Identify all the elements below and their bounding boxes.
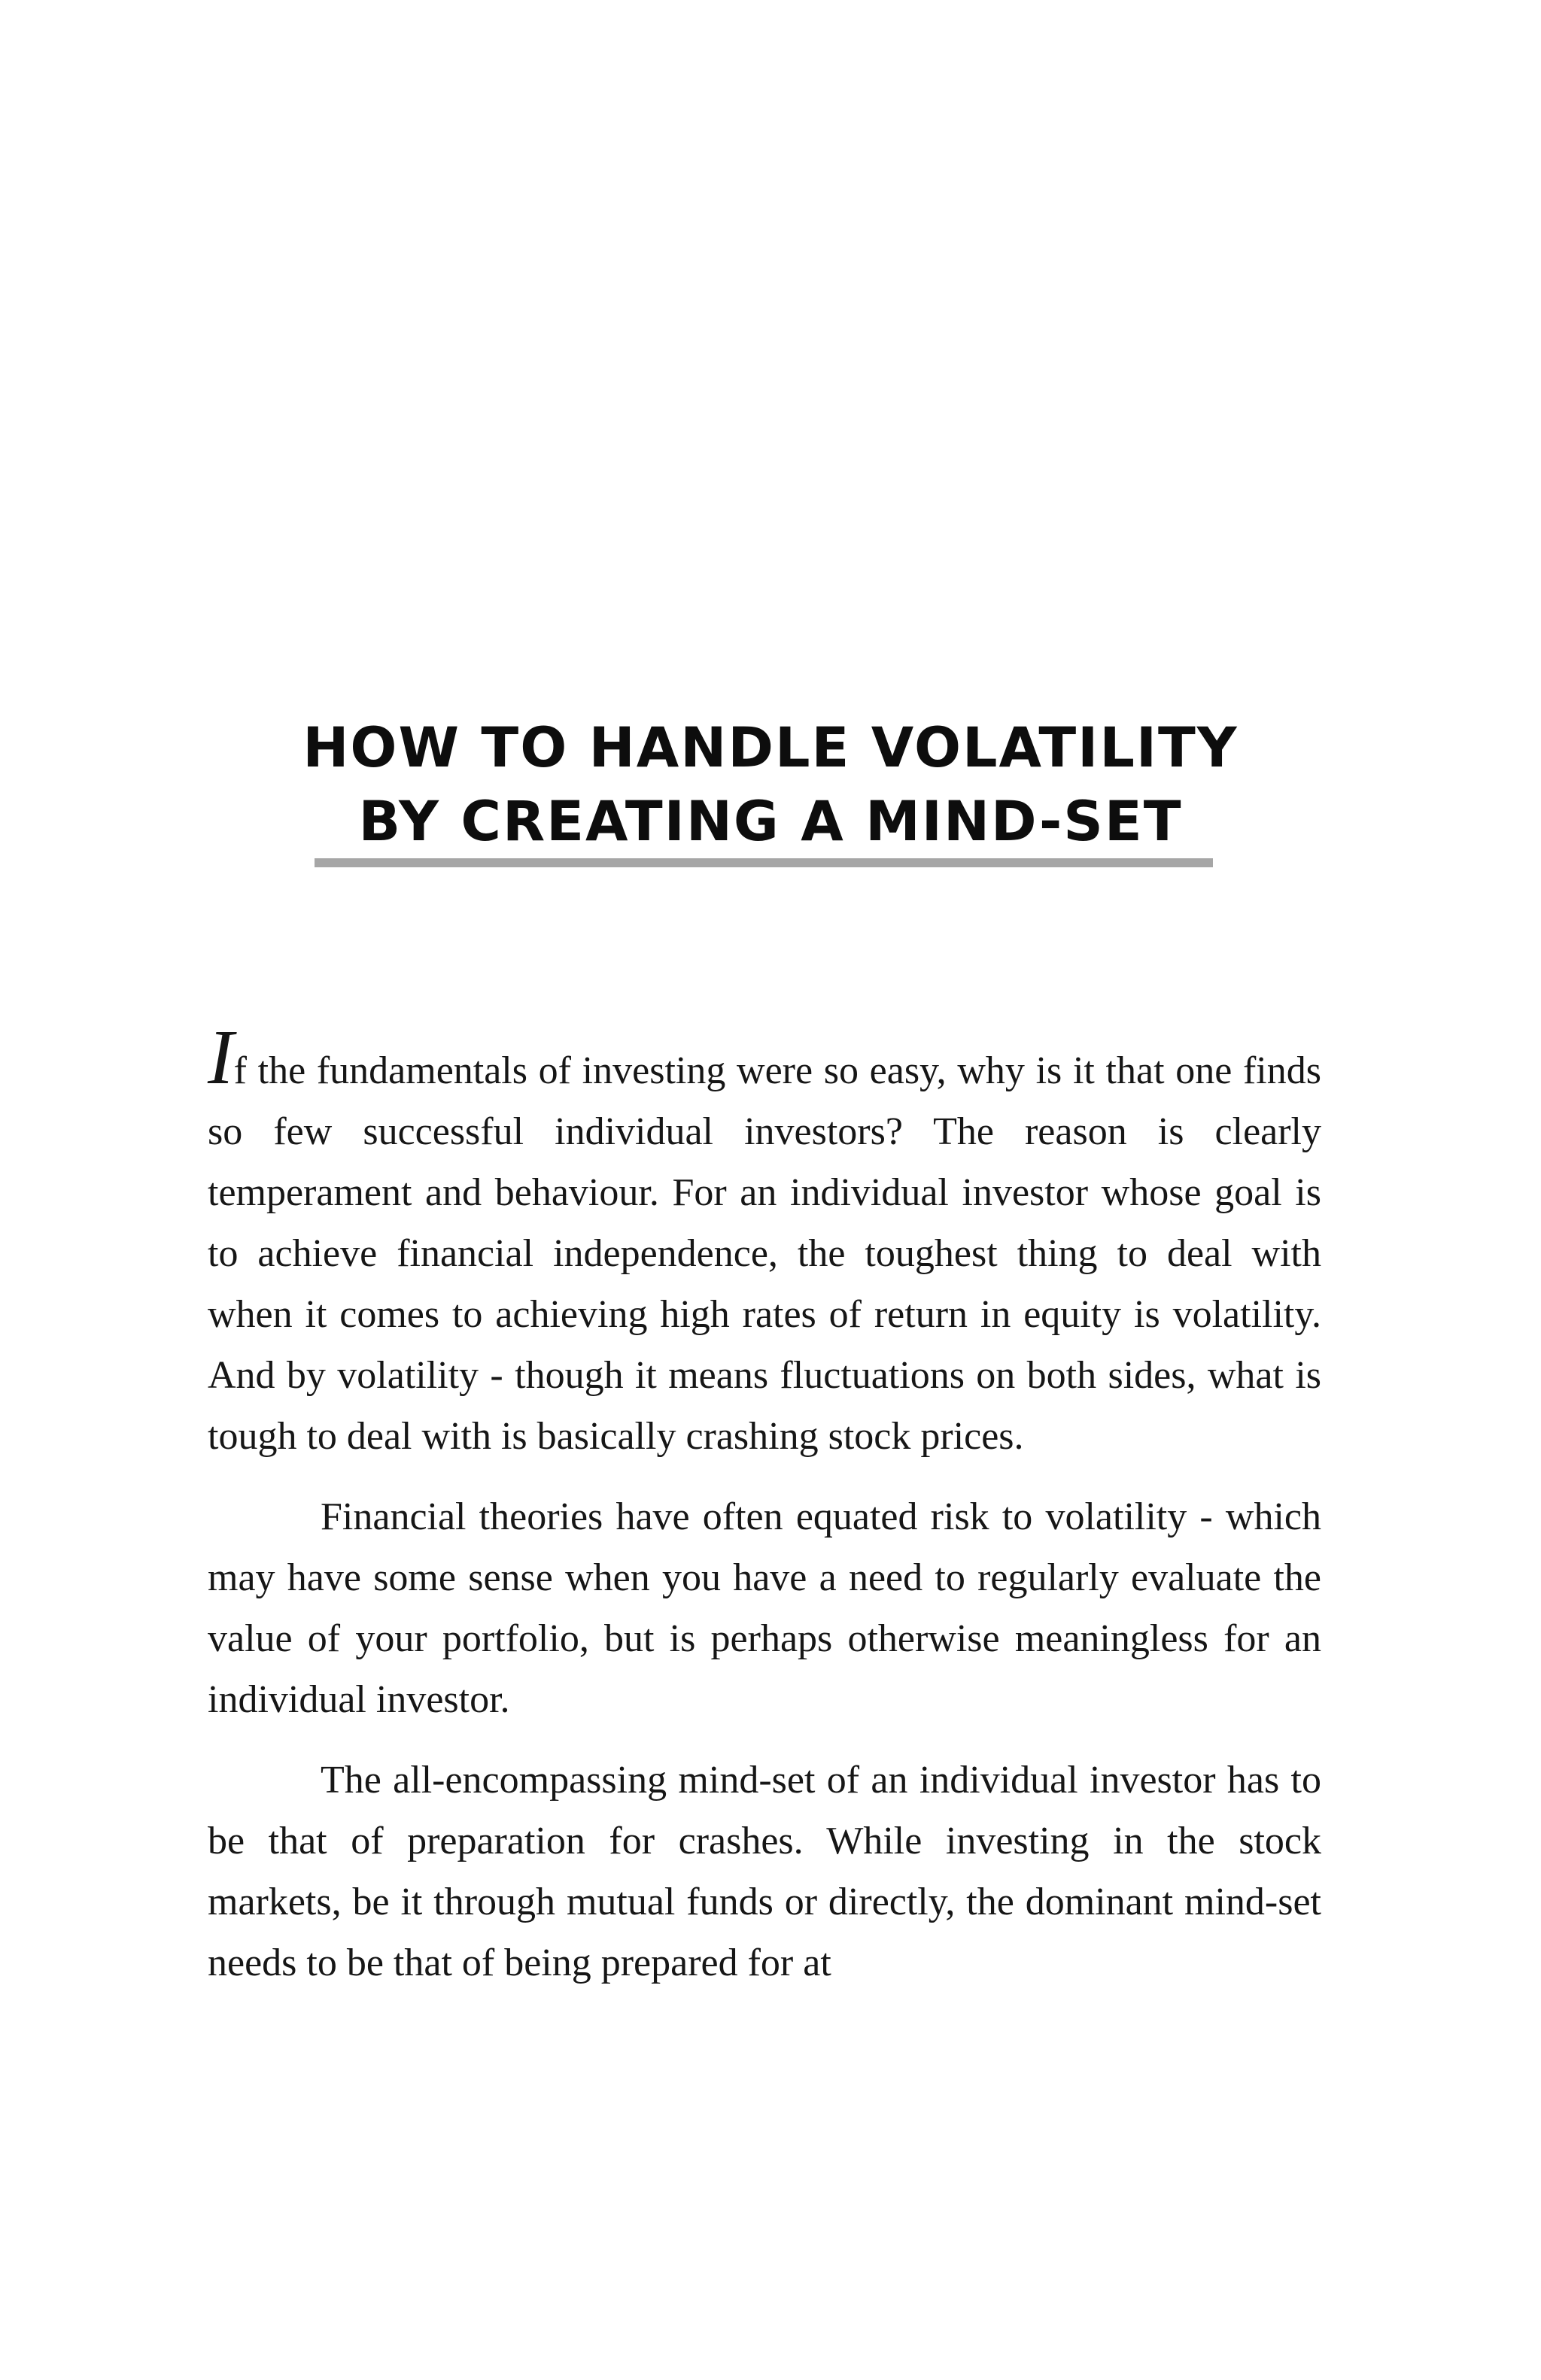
- title-underline-rule: [315, 858, 1213, 867]
- drop-cap: I: [208, 1014, 234, 1100]
- paragraph-3: The all-encompassing mind-set of an individual investor has to be that of preparation for crashes. While investing in the stock markets, be it through mutual funds or directly, the dominant mind-set needs to be that of being prepared for at: [208, 1759, 1321, 1984]
- paragraph-2: Financial theories have often equated risk to volatility - which may have some sense when you have a need to regularly evaluate the value of your portfolio, but is perhaps otherwise meaningless for an individual investor.: [208, 1495, 1321, 1721]
- paragraph-1-text: f the fundamentals of investing were so easy, why is it that one finds so few successful individual investors? The reason is clearly temperament and behaviour. For an individual investor whose goal is to achieve financial independence, the toughest thing to deal with when it comes to achieving high rates of return in equity is volatility. And by volatility - though it means fluctuations on both sides, what is tough to deal with is basically crashing stock prices.: [208, 1049, 1321, 1458]
- chapter-title: [0, 712, 1541, 859]
- chapter-title-line-2: BY CREATING A MIND-SET: [358, 790, 1183, 854]
- chapter-title-line-1: HOW TO HANDLE VOLATILITY: [302, 716, 1239, 780]
- paragraph-1: [208, 1014, 1321, 1467]
- chapter-body: [208, 1014, 1321, 2013]
